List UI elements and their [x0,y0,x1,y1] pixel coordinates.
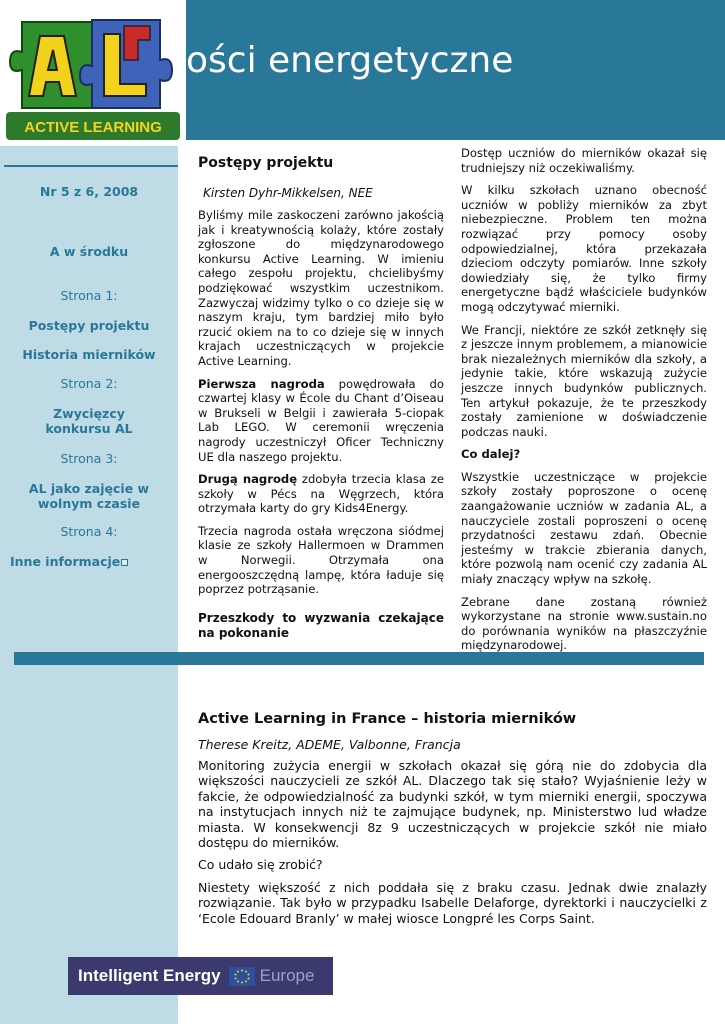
toc-item-other[interactable] [10,554,128,569]
paragraph: Dostęp uczniów do mierników okazał się trudniejszy niż oczekiwaliśmy. [461,146,707,175]
paragraph: Co udało się zrobić? [198,857,323,873]
toc-page-1: Strona 1: [60,288,118,303]
bullet-square-icon [121,559,128,566]
paragraph [198,377,444,465]
paragraph: Monitoring zużycia energii w szkołach okazał się górą nie do zdobycia dla większości nauczycieli ze szkół AL. Dlaczego tak się stało? Wyjaśnienie leży w fakcie, że odpowiedzialność za budynki szkół, w tym mierniki energii, spoczywa na instytucjach innych niż te zajmujące budynek, np. Ministerstwo lud władze miasta. W konsekwencji 8z 9 uczestniczących w projekcie szkół nie miało dostępu do mierników. [198,758,707,851]
sidebar-panel [0,0,178,1024]
paragraph: Byliśmy mile zaskoczeni zarówno jakością jak i kreatywnością kolaży, które zostały zgłoszone do międzynarodowego konkursu Active Learning. W imieniu całego zespołu projektu, chcielibyśmy podziękować wszystkim uczestnikom. Zazwyczaj widzimy tylko o co dzieje się w naszym kraju, tym bardziej miło było rzucić okiem na to co dzieje się w innych krajach uczestniczących w projekcie Active Learning. [198,208,444,368]
second-prize-label: Drugą nagrodę [198,472,298,487]
article-body-france [198,758,707,933]
toc-item-freetime[interactable]: AL jako zajęcie w wolnym czasie [28,481,150,511]
sidebar-divider [4,165,178,167]
paragraph [198,472,444,516]
footer-brand: Intelligent Energy [78,966,221,985]
footer-region: Europe [259,966,315,985]
toc-page-4: Strona 4: [60,524,118,539]
article-title-france: Active Learning in France – historia mierników [198,711,577,727]
active-learning-logo [0,0,186,146]
article-author-progress: Kirsten Dyhr-Mikkelsen, NEE [203,186,373,200]
toc-item-progress[interactable]: Postępy projektu [28,318,150,333]
issue-number: Nr 5 z 6, 2008 [39,184,139,199]
eu-flag-icon [229,967,255,986]
paragraph: W kilku szkołach uznano obecność uczniów w pobliży mierników za zbyt niebezpieczne. Problem ten można rozwiązać przy pomocy osoby odpowiedzialnej, która przekazała dzieciom odczyty pomiarów. Inne szkoły dowiedziały się, że tylko firmy energetyczne bądź właściciele budynków mogą odczytywać mierniki. [461,183,707,314]
article-column-1 [198,208,444,605]
toc-item-meters[interactable]: Historia mierników [22,347,156,362]
article-title-progress: Postępy projektu [198,155,334,171]
logo-text: ACTIVE LEARNING [24,119,162,136]
first-prize-label: Pierwsza nagroda [198,376,325,391]
paragraph: Zebrane dane zostaną również wykorzystane na stronie www.sustain.no do porównania wyników na płaszczyźnie międzynarodowej. [461,594,707,653]
section-divider-bar [14,652,704,665]
inside-heading: A w środku [49,244,129,259]
paragraph: Trzecia nagroda ostała wręczona siódmej klasie ze szkoły Hallermoen w Drammen w Norwegii. Otrzymała ona energooszczędną lampę, która ładuje się poprzez potrząsanie. [198,523,444,597]
first-prize-text: powędrowała do czwartej klasy w École du Chant d’Oiseau w Brukseli w Belgii i zawierała 5-ciopak Lab LEGO. W ceremonii wręczenia nagrody uczestniczył Oficer Techniczny UE dla naszego projektu. [198,376,444,464]
obstacles-heading: Przeszkody to wyzwania czekające na pokonanie [198,611,444,640]
article-column-2 [461,146,707,661]
next-heading: Co dalej? [461,447,521,462]
paragraph: Wszystkie uczestniczące w projekcie szkoły zostały poproszone o ocenę zaangażowanie uczniów w zadania AL, a nauczyciele zostali poproszeni o ocenę przydatności zestawu zdań. Obecnie jesteśmy w trakcie zbierania danych, które pozwolą nam ocenić czy zadania AL miały znaczący wpływ na szkołę. [461,469,707,587]
paragraph: We Francji, niektóre ze szkół zetknęły się z jeszcze innym problemem, a mianowicie brak niezależnych mierników dla szkoły, a jedynie takie, które wskazują zużycie jeszcze innych budynków publicznych. Ten artykuł pokazuje, że te przeszkody zostały zamienione w doświadczenie podczas nauki. [461,322,707,439]
paragraph: Niestety większość z nich poddała się z braku czasu. Jednak dwie znalazły rozwiązanie. Tak było w przypadku Isabelle Delaforge, dyrektorki i nauczycielki z ‘Ecole Edouard Branly’ w małej wiosce Longpré les Corps Saint. [198,879,707,926]
toc-item-winners[interactable]: Zwycięzcy konkursu AL [45,406,133,436]
page-title: ości energetyczne [186,40,514,81]
intelligent-energy-logo [68,957,333,995]
second-prize-text: zdobyła trzecia klasa ze szkoły w Pécs na Węgrzech, która otrzymała karty do gry Kids4Energy. [198,472,444,516]
puzzle-logo-icon [0,0,186,146]
toc-page-2: Strona 2: [60,376,118,391]
toc-page-3: Strona 3: [60,451,118,466]
toc-item-other-label: Inne informacje [10,554,121,569]
article-author-france: Therese Kreitz, ADEME, Valbonne, Francja [198,737,461,752]
